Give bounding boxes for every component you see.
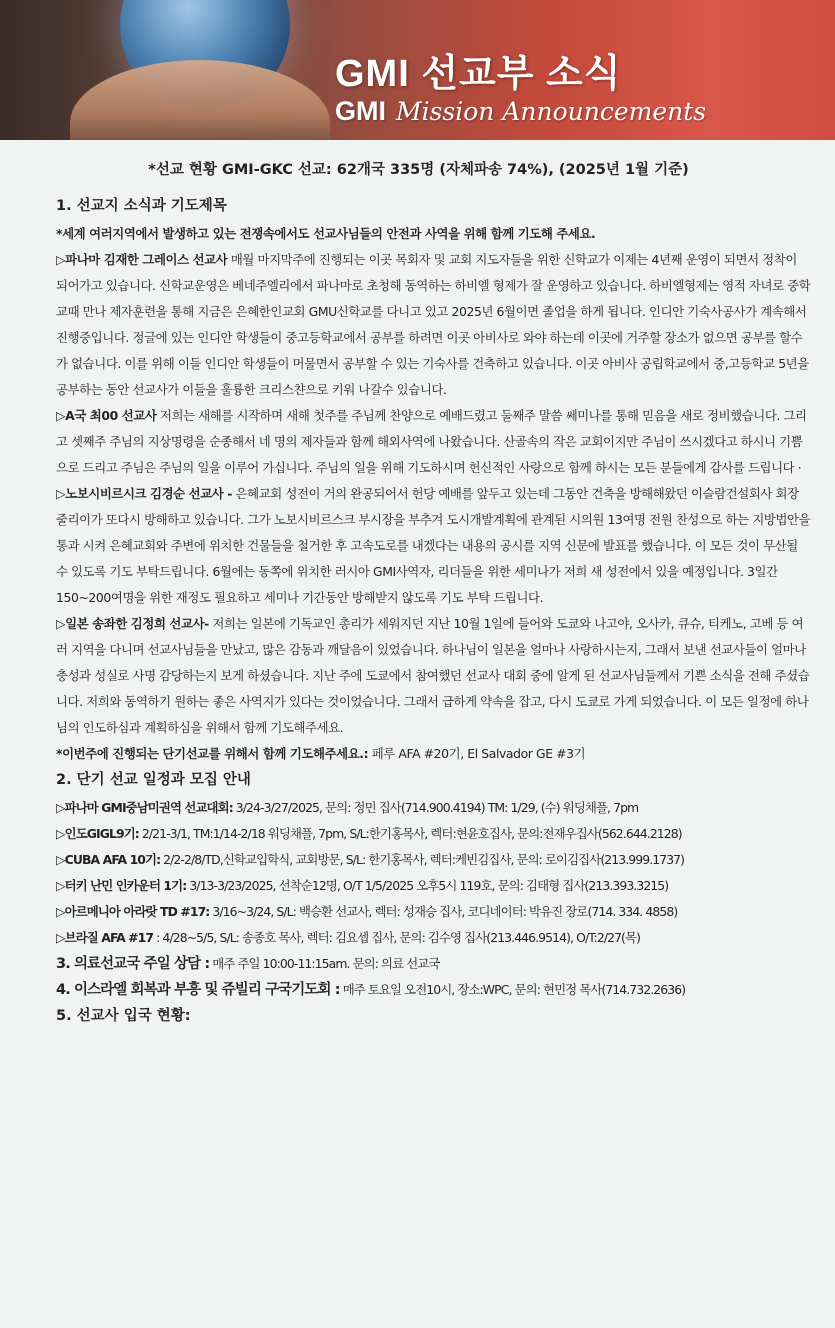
section-3: 3. 의료선교국 주일 상담 : 매주 주일 10:00-11:15am. 문의: 의료 선교국 (56, 956, 440, 972)
news-text: 저희는 일본에 기독교인 총리가 세워지던 지난 10월 1일에 들어와 도쿄와 나고야, 오사카, 큐슈, 티케노, 고베 등 여러 지역을 다니며 선교사님들을 만났고, 많은 감동과 깨달음이 있었습니다. 하나님이 일본을 얼마나 사랑하시는지, 그래서 보낸 선교사들이 얼마나 충성과 성실로 사명 감당하는지 보게 하셨습니다. 지난 주에 도쿄에서 참여했던 선교사 대회 중에 알게 된 선교사님들께서 기쁜 소식을 전해 주셨습니다. 저희와 동역하기 원하는 좋은 사역지가 있다는 것이었습니다. 그래서 급하게 약속을 잡고, 다시 도쿄로 가게 되었습니다. 이 모든 일정에 하나님의 인도하심과 계획하심을 위해서 함께 기도해주세요. (56, 616, 810, 735)
banner-subtitle-script: Mission Announcements (396, 97, 707, 126)
banner-title: GMI 선교부 소식 (335, 53, 622, 95)
hands-image (70, 60, 330, 140)
schedule-item: ▷인도GIGL9기: 2/21-3/1, TM:1/14-2/18 워딩채플, 7pm, S/L:한기홍목사, 렉터:현윤호집사, 문의:전재우집사(562.644.2128) (56, 826, 682, 841)
schedule-item: ▷아르메니아 아라랏 TD #17: 3/16~3/24, S/L: 백승환 선교사, 렉터: 성재승 집사, 코디네이터: 박유진 장로(714. 334. 4858) (56, 904, 678, 919)
news-lead: ▷파나마 김재한 그레이스 선교사 (56, 252, 228, 267)
schedule-item: ▷터키 난민 인카운터 1기: 3/13-3/23/2025, 선착순12명, O/T 1/5/2025 오후5시 119호, 문의: 김태형 집사(213.393.3215) (56, 878, 669, 893)
section-4: 4. 이스라엘 회복과 부흥 및 쥬빌리 구국기도회 : 매주 토요일 오전10시, 장소:WPC, 문의: 현민정 목사(714.732.2636) (56, 982, 686, 998)
schedule-item: ▷브라질 AFA #17 : 4/28~5/5, S/L: 송종호 목사, 렉터: 김요셉 집사, 문의: 김수영 집사(213.446.9514), O/T:2/27(목) (56, 930, 640, 945)
news-novosibirsk (56, 481, 811, 611)
schedule-item: ▷CUBA AFA 10기: 2/2-2/8/TD,신학교입학식, 교회방문, S/L: 한기홍목사, 렉터:케빈김집사, 문의: 로이김집사(213.999.1737) (56, 852, 685, 867)
news-text: 은혜교회 성전이 거의 완공되어서 헌당 예배를 앞두고 있는데 그동안 건축을 방해해왔던 이슬람건설회사 회장 줄리이가 또다시 방해하고 있습니다. 그가 노보시비르스크 부시장을 부추겨 도시개발계획에 관계된 시의원 13여명 전원 찬성으로 하는 지방법안을 통과 시켜 은혜교회와 주변에 위치한 건물들을 철거한 후 고속도로를 내겠다는 내용의 공시를 지역 신문에 발표를 했습니다. 이 모든 것이 무산될 수 있도록 기도 부탁드립니다. 6월에는 동쪽에 위치한 러시아 GMI사역자, 리더들을 위한 세미나가 저희 새 성전에서 있을 예정입니다. 3일간 150~200여명을 위한 재정도 필요하고 세미나 기간동안 방해받지 않도록 기도 부탁 드립니다. (56, 486, 811, 605)
news-lead: ▷일본 송좌한 김정희 선교사- (56, 616, 209, 631)
news-country-a (56, 403, 811, 481)
news-lead: ▷A국 최00 선교사 (56, 408, 157, 423)
mission-summary: *선교 현황 GMI-GKC 선교: 62개국 335명 (자체파송 74%), (2025년 1월 기준) (148, 162, 689, 178)
schedule-item: ▷파나마 GMI중남미권역 선교대회: 3/24-3/27/2025, 문의: 정민 집사(714.900.4194) TM: 1/29, (수) 워딩채플, 7pm (56, 800, 639, 815)
news-text: 저희는 새해를 시작하며 새해 첫주를 주님께 찬양으로 예배드렸고 둘째주 말씀 쎄미나를 통해 믿음을 새로 정비했습니다. 그리고 셋째주 주님의 지상명령을 순종해서 네 명의 제자들과 함께 해외사역에 나왔습니다. 산골속의 작은 교회이지만 주님이 쓰시겠다고 하시니 기쁨으로 드리고 주님은 주님의 일을 이루어 가십니다. 주님의 일을 위해 기도하시며 헌신적인 사랑으로 함께 하시는 모든 분들에게 감사를 드립니다 · (56, 408, 807, 475)
section-5-heading: 5. 선교사 입국 현황: (56, 1008, 191, 1024)
section-1-intro: *세계 여러지역에서 발생하고 있는 전쟁속에서도 선교사님들의 안전과 사역을 위해 함께 기도해 주세요. (56, 226, 596, 241)
news-japan (56, 611, 811, 741)
banner-subtitle (335, 96, 706, 127)
banner (0, 0, 835, 140)
news-panama (56, 247, 811, 403)
short-term-prayer: *이번주에 진행되는 단기선교를 위해서 함께 기도해주세요.: 페루 AFA #20기, El Salvador GE #3기 (56, 746, 586, 761)
news-text: 매월 마지막주에 진행되는 이곳 목회자 및 교회 지도자들을 위한 신학교가 이제는 4년째 운영이 되면서 정착이 되어가고 있습니다. 신학교운영은 베네주엘리에서 파나마로 초청해 동역하는 하비엘 형제가 잘 운영하고 있습니다. 하비엘형제는 영적 자녀로 중학교때 만나 제자훈련을 통해 지금은 은혜한인교회 GMU신학교를 다니고 있고 2025년 6월이면 졸업을 하게 됩니다. 인디안 기숙사공사가 계속해서 진행중입니다. 정글에 있는 인디안 학생들이 중고등학교에서 공부를 하려면 이곳 아비사로 와야 하는데 이곳에 거주할 장소가 없으면 공부를 할수가 없습니다. 이를 위해 이들 인디안 학생들이 머물면서 공부할 수 있는 기숙사를 건축하고 있습니다. 이곳 아비사 공립학교에서 중,고등학교 5년을 공부하는 동안 선교사가 이들을 훌륭한 크리스챤으로 키워 나갈수 있습니다. (56, 252, 811, 397)
section-2-heading: 2. 단기 선교 일정과 모집 안내 (56, 772, 251, 788)
news-lead: ▷노보시비르시크 김경순 선교사 - (56, 486, 233, 501)
section-1-heading: 1. 선교지 소식과 기도제목 (56, 198, 227, 214)
bulletin-content (0, 140, 835, 1029)
banner-subtitle-gmi: GMI (335, 96, 386, 126)
